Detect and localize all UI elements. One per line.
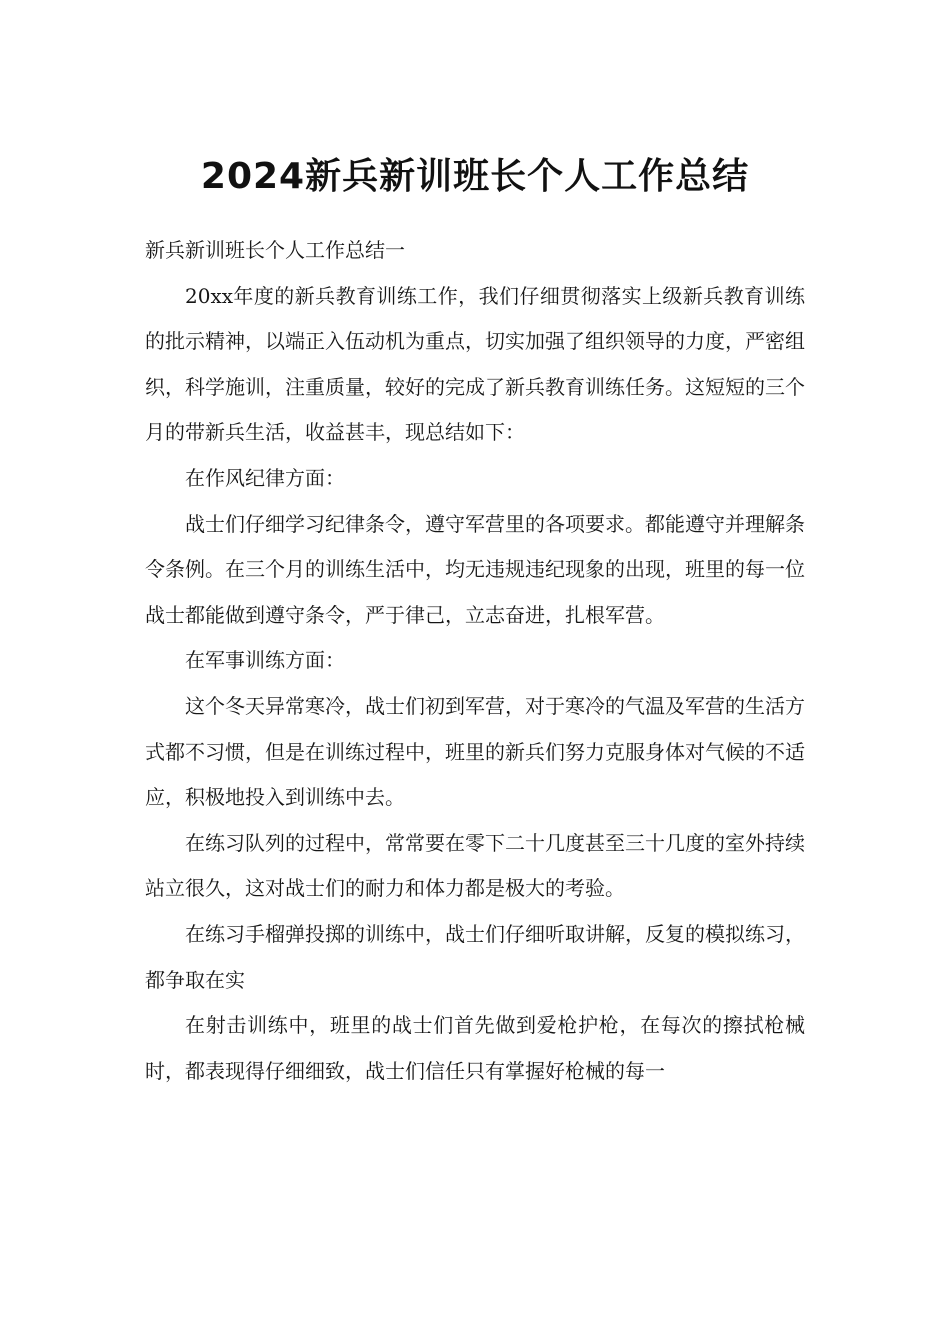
document-body — [145, 228, 805, 1094]
section-heading: 新兵新训班长个人工作总结一 — [145, 238, 405, 262]
subsection-heading: 在军事训练方面： — [185, 648, 345, 673]
paragraph: 在练习队列的过程中，常常要在零下二十几度甚至三十几度的室外持续站立很久，这对战士们的耐力和体力都是极大的考验。 — [145, 830, 805, 901]
paragraph: 在练习手榴弹投掷的训练中，战士们仔细听取讲解，反复的模拟练习，都争取在实 — [145, 921, 805, 992]
subsection-heading: 在作风纪律方面： — [185, 465, 345, 490]
paragraph: 这个冬天异常寒冷，战士们初到军营，对于寒冷的气温及军营的生活方式都不习惯，但是在训练过程中，班里的新兵们努力克服身体对气候的不适应，积极地投入到训练中去。 — [145, 693, 805, 810]
paragraph: 在射击训练中，班里的战士们首先做到爱枪护枪，在每次的擦拭枪械时，都表现得仔细细致，战士们信任只有掌握好枪械的每一 — [145, 1013, 805, 1083]
document-title: 2024新兵新训班长个人工作总结 — [200, 156, 750, 198]
paragraph: 战士们仔细学习纪律条令，遵守军营里的各项要求。都能遵守并理解条令条例。在三个月的训练生活中，均无违规违纪现象的出现，班里的每一位战士都能做到遵守条令，严于律己，立志奋进，扎根军营。 — [145, 511, 805, 627]
paragraph: 20xx年度的新兵教育训练工作，我们仔细贯彻落实上级新兵教育训练的批示精神，以端正入伍动机为重点，切实加强了组织领导的力度，严密组织，科学施训，注重质量，较好的完成了新兵教育训练任务。这短短的三个月的带新兵生活，收益甚丰，现总结如下： — [145, 283, 805, 445]
